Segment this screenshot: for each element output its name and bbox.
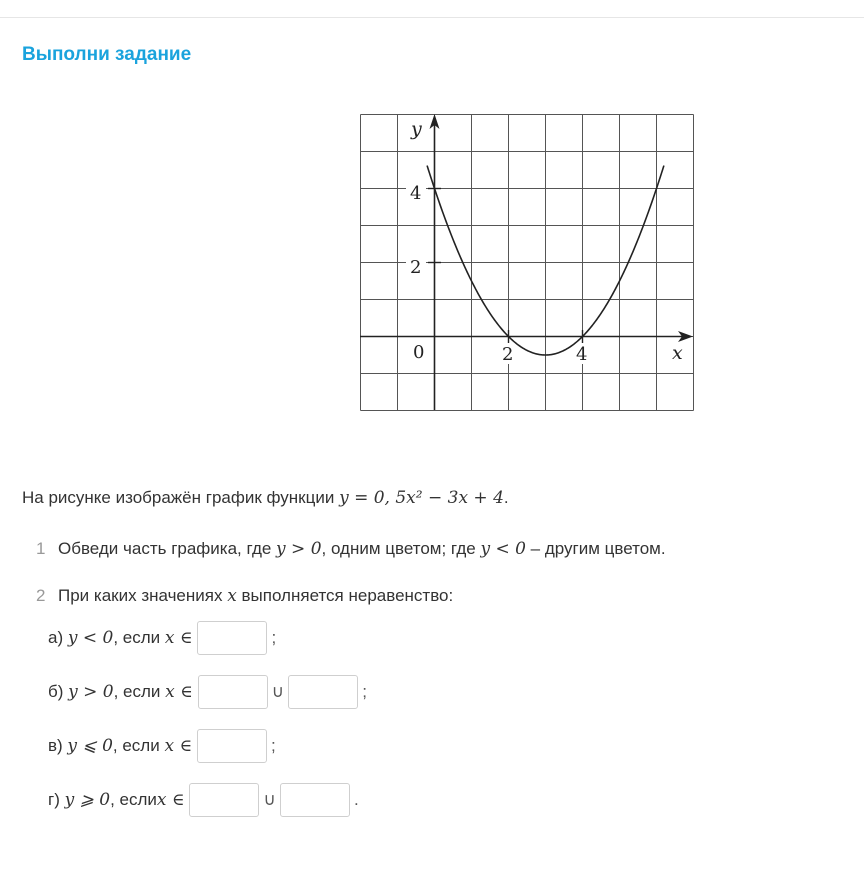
x-tick-4-label: 4 [576,344,588,365]
subtask-g: г) y ⩾ 0 , если x ∈ ∪ . [48,783,361,817]
condition-negative: y < 0 [480,539,526,559]
task-2-index: 2 [36,586,46,605]
task-1: 1 Обведи часть графика, где y > 0, одним цветом; где y < 0 – другим цветом. [36,539,666,559]
union-symbol: ∪ [271,682,285,701]
origin-label: 0 [413,342,425,363]
x-axis-label: x [672,342,683,364]
task-1-index: 1 [36,539,46,558]
subtask-b: б) y > 0 , если x ∈ ∪ ; [48,675,369,709]
union-symbol: ∪ [263,790,276,809]
answer-a-input[interactable] [197,621,267,655]
subtask-a: а) y < 0 , если x ∈ ; [48,621,278,655]
function-graph [360,114,694,412]
problem-statement: На рисунке изображён график функции y = 0, 5x² − 3x + 4. [22,488,509,508]
page-title: Выполни задание [22,44,192,65]
task-2: 2 При каких значениях x выполняется неравенство: [36,586,454,606]
y-tick-4-label: 4 [410,183,422,204]
y-tick-2-label: 2 [410,257,422,278]
statement-text: На рисунке изображён график функции [22,488,340,507]
y-axis-label: y [411,118,422,140]
answer-b-input-1[interactable] [198,675,268,709]
answer-b-input-2[interactable] [288,675,358,709]
answer-g-input-1[interactable] [189,783,259,817]
x-tick-2-label: 2 [502,344,514,365]
function-formula: y = 0, 5x² − 3x + 4 [339,488,504,508]
condition-positive: y > 0 [276,539,322,559]
top-divider [0,17,864,18]
tick-marks [428,189,583,344]
answer-v-input[interactable] [197,729,267,763]
answer-g-input-2[interactable] [280,783,350,817]
subtask-v: в) y ⩽ 0 , если x ∈ ; [48,729,278,763]
